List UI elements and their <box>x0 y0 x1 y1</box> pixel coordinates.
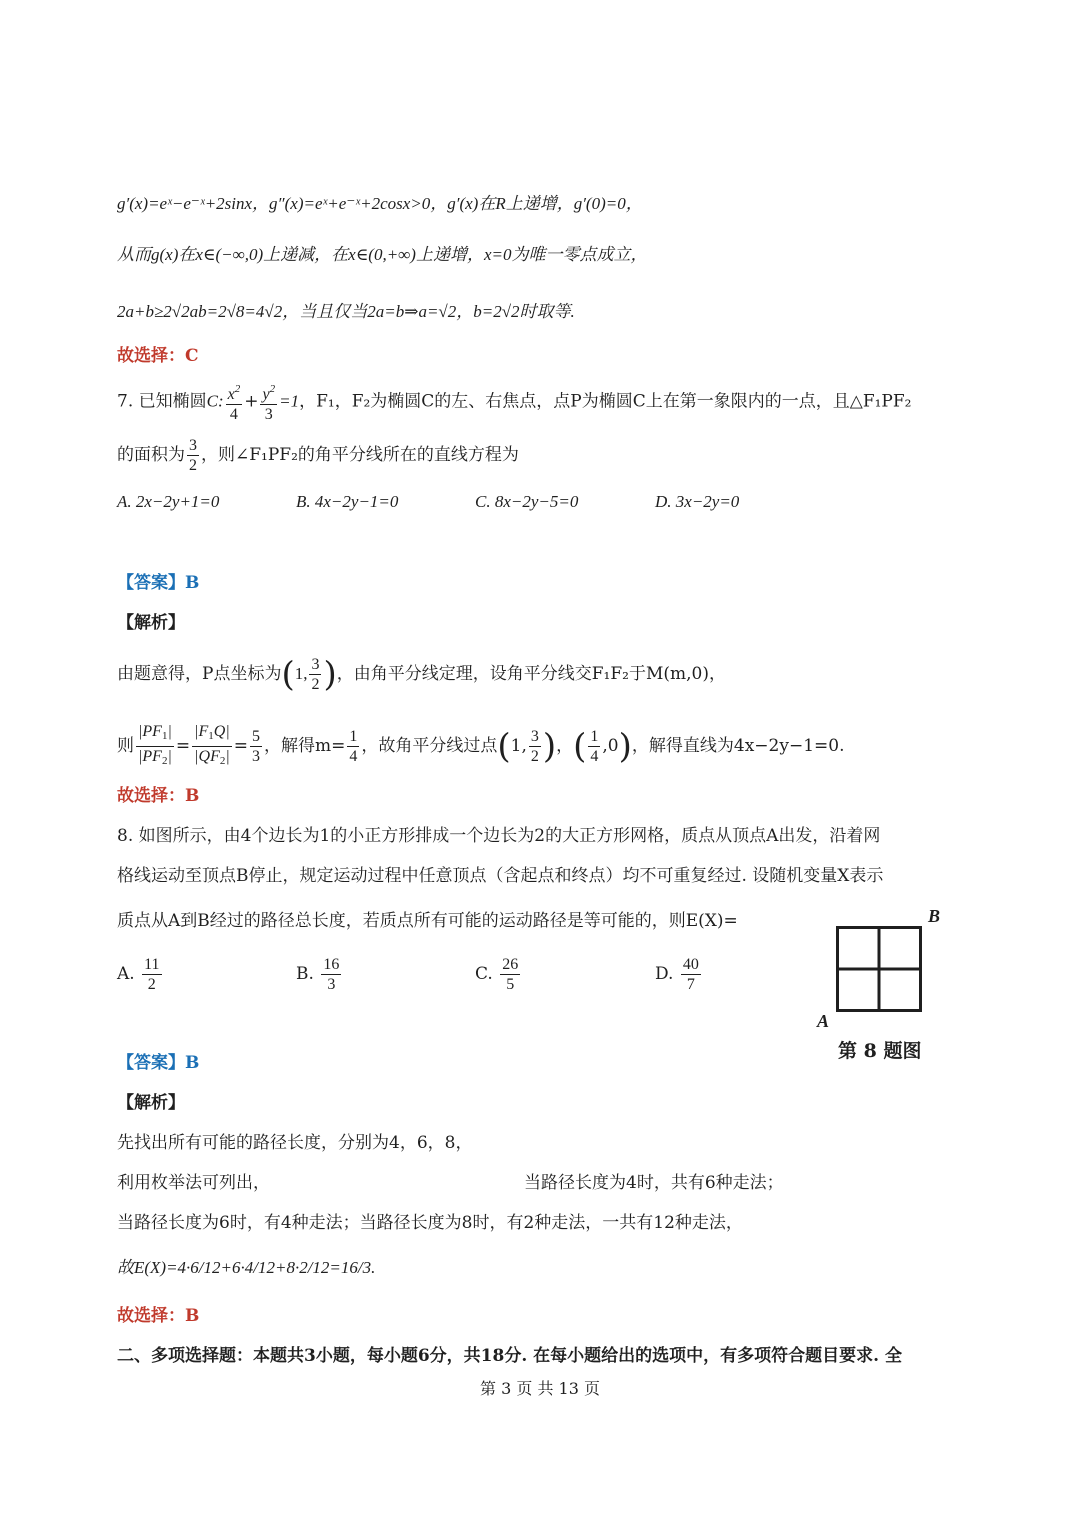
q8-option-c: C. $\frac{26}{5}$ <box>475 956 519 993</box>
q8-option-d: D. $\frac{40}{7}$ <box>655 956 699 993</box>
ellipse-y-term: $\frac{y^2}{3}$ <box>260 380 277 424</box>
q8-solution-line-2a: 利用枚举法可列出， <box>117 1173 270 1193</box>
q8-solution-line-2b: 当路径长度为4时，共有6种走法； <box>524 1173 784 1193</box>
q7-analysis-heading: 【解析】 <box>117 613 185 633</box>
q8-stem-line-2: 格线运动至顶点B停止，规定运动过程中任意顶点（含起点和终点）均不可重复经过. 设随机变量X表示 <box>117 866 884 886</box>
q8-analysis-heading: 【解析】 <box>117 1093 185 1113</box>
q7-option-d: D. 3x−2y=0 <box>655 492 740 511</box>
q7-stem-rest: ，F₁，F₂为椭圆C的左、右焦点，点P为椭圆C上在第一象限内的一点，且△F₁PF₂ <box>299 391 912 412</box>
figure-caption: 第 8 题图 <box>838 1040 922 1062</box>
q7-option-a: A. 2x−2y+1=0 <box>117 492 220 511</box>
prev-answer: 故选择：C <box>117 346 199 366</box>
figure-label-a: A <box>817 1011 830 1031</box>
page-footer: 第 3 页 共 13 页 <box>480 1379 600 1398</box>
ellipse-x-term: $\frac{x^2}{4}$ <box>226 380 243 424</box>
q7-number-text: 7. 已知椭圆 <box>117 391 207 412</box>
area-fraction: $\frac{3}{2}$ <box>189 437 197 474</box>
q7-answer: 【答案】B <box>117 573 200 593</box>
q7-stem-line-2: 的面积为 $\frac{3}{2}$ ，则∠F₁PF₂的角平分线所在的直线方程为 <box>117 437 519 474</box>
prev-solution-line-1: g′(x)=eˣ−e⁻ˣ+2sinx，g″(x)=eˣ+e⁻ˣ+2cosx>0，g′(x)在R上递增，g′(0)=0， <box>117 194 643 213</box>
q8-answer: 【答案】B <box>117 1053 200 1073</box>
q7-option-b: B. 4x−2y−1=0 <box>296 492 399 511</box>
q8-conclusion: 故选择：B <box>117 1306 200 1326</box>
q8-option-b: B. $\frac{16}{3}$ <box>296 956 340 993</box>
q8-grid-figure <box>836 926 922 1012</box>
q7-option-c: C. 8x−2y−5=0 <box>475 492 579 511</box>
q8-solution-line-4: 故E(X)=4·6/12+6·4/12+8·2/12=16/3. <box>117 1258 376 1277</box>
prev-solution-line-3: 2a+b≥2√2ab=2√8=4√2，当且仅当2a=b⇒a=√2，b=2√2时取等. <box>117 302 575 321</box>
prev-solution-line-2: 从而g(x)在x∈(−∞,0)上递减，在x∈(0,+∞)上递增，x=0为唯一零点成立， <box>117 245 648 264</box>
q7-solution-line-1: 由题意得，P点坐标为(1, $\frac{3}{2}$ )，由角平分线定理，设角平分线交F₁F₂于M(m,0)， <box>117 654 726 695</box>
figure-label-b: B <box>928 906 941 926</box>
q7-conclusion: 故选择：B <box>117 786 200 806</box>
q8-solution-line-1: 先找出所有可能的路径长度，分别为4，6，8， <box>117 1133 473 1153</box>
q8-stem-line-3: 质点从A到B经过的路径总长度，若质点所有可能的运动路径是等可能的，则E(X)= <box>117 911 738 931</box>
q8-solution-line-3: 当路径长度为6时，有4种走法；当路径长度为8时，有2种走法，一共有12种走法， <box>117 1213 743 1233</box>
q7-stem-line-1: 7. 已知椭圆C: $\frac{x^2}{4}$ + $\frac{y^2}{3}$ =1，F₁，F₂为椭圆C的左、右焦点，点P为椭圆C上在第一象限内的一点，且△F₁PF₂ <box>117 380 911 424</box>
q8-stem-line-1: 8. 如图所示，由4个边长为1的小正方形排成一个边长为2的大正方形网格，质点从顶点A出发，沿着网 <box>117 826 881 846</box>
q7-solution-line-2: 则 $\frac{|PF_1|}{|PF_2|}$ = $\frac{|F_1Q|}{|QF_2|}$ = $\frac{5}{3}$ ，解得m= $\frac{1}{4}$ ，故角平分线过点(1, $\frac{3}{2}$ )，( $\frac{1}{4}$ ,0)，解得直线为4x−2y−1=0. <box>117 723 845 767</box>
q8-option-a: A. $\frac{11}{2}$ <box>117 956 160 993</box>
section-2-heading: 二、多项选择题：本题共3小题，每小题6分，共18分. 在每小题给出的选项中，有多项符合题目要求. 全 <box>117 1346 902 1366</box>
